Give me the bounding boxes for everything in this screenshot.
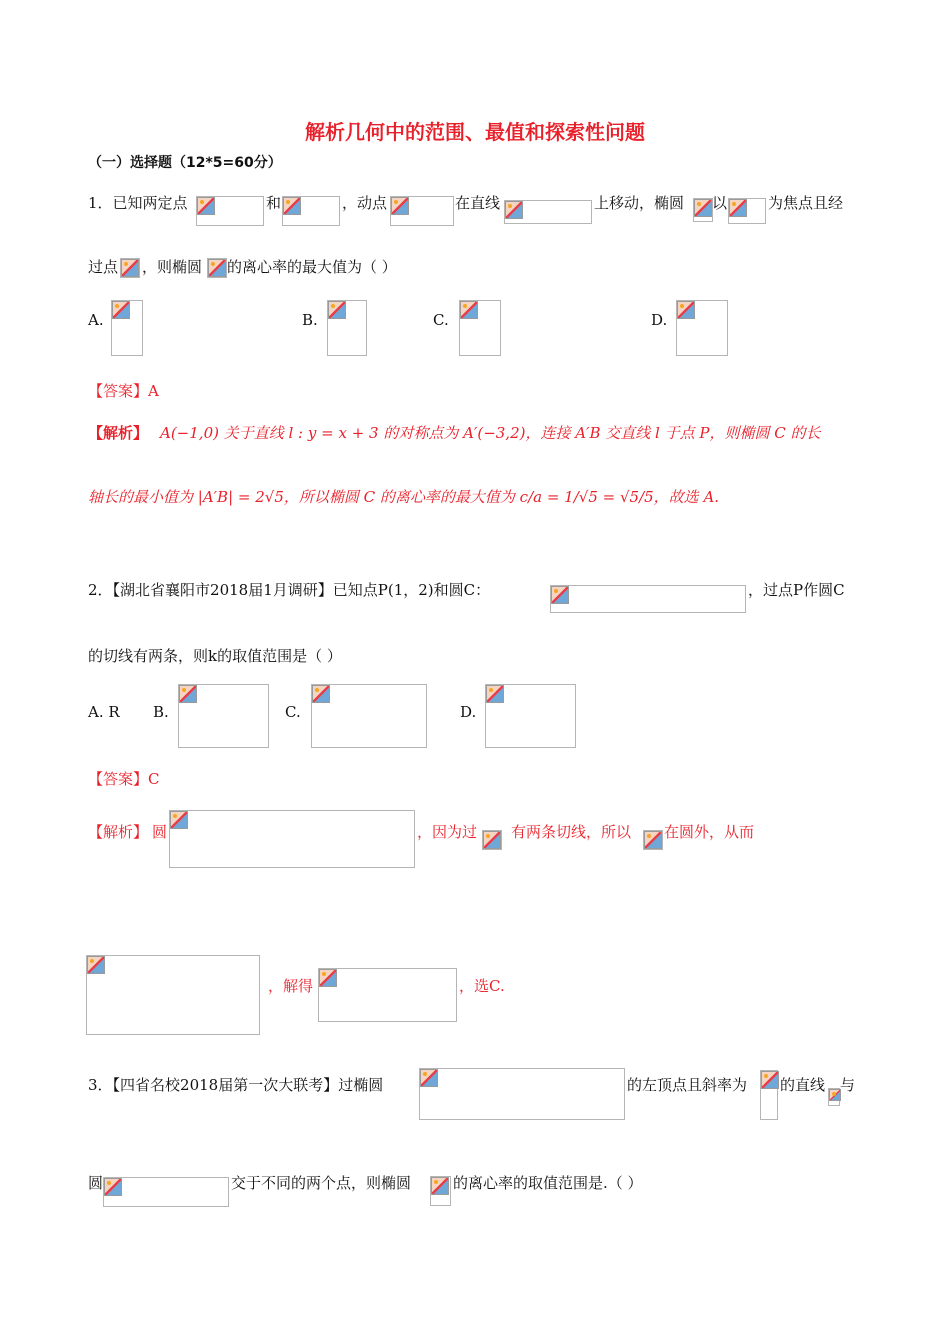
image-icon xyxy=(197,197,215,215)
image-icon xyxy=(312,685,330,703)
image-icon xyxy=(208,259,226,277)
formula-image xyxy=(550,585,746,613)
option-c: C. xyxy=(433,311,449,329)
formula-image xyxy=(282,196,340,226)
formula-image xyxy=(760,1070,778,1120)
formula-image xyxy=(111,300,143,356)
image-icon xyxy=(112,301,130,319)
formula-image xyxy=(419,1068,625,1120)
formula-image xyxy=(676,300,728,356)
explanation-label: 【解析】 xyxy=(88,823,149,841)
formula-image xyxy=(103,1177,229,1207)
answer: 【答案】A xyxy=(88,382,159,400)
image-icon xyxy=(121,259,139,277)
formula-image xyxy=(318,968,457,1022)
q1-text: 为焦点且经 xyxy=(768,194,844,212)
formula-image xyxy=(430,1176,451,1206)
explanation-text: 在圆外，从而 xyxy=(664,823,755,841)
image-icon xyxy=(104,1178,122,1196)
explanation-label: 【解析】 xyxy=(88,424,149,442)
image-icon xyxy=(328,301,346,319)
formula-image xyxy=(693,198,713,222)
q2-text: 的切线有两条，则k的取值范围是（ ） xyxy=(88,647,342,665)
image-icon xyxy=(761,1071,779,1089)
q1-text: ，动点 xyxy=(342,194,388,212)
formula-image xyxy=(643,830,663,850)
option-a: A. xyxy=(88,311,104,329)
explanation-text: 有两条切线，所以 xyxy=(511,823,632,841)
q1-text: 1．已知两定点 xyxy=(88,194,188,212)
q1-text: 以 xyxy=(712,194,728,212)
formula-image xyxy=(504,200,592,224)
image-icon xyxy=(505,201,523,219)
formula-image xyxy=(196,196,264,226)
image-icon xyxy=(283,197,301,215)
image-icon xyxy=(420,1069,438,1087)
image-icon xyxy=(391,197,409,215)
option-d: D. xyxy=(460,703,477,721)
formula-image xyxy=(459,300,501,356)
q1-text: 上移动，椭圆 xyxy=(594,194,685,212)
image-icon xyxy=(431,1177,449,1195)
formula-image xyxy=(485,684,576,748)
image-icon xyxy=(551,586,569,604)
option-a: A. R xyxy=(88,703,120,721)
explanation-text: 轴长的最小值为 |A′B| = 2√5，所以椭圆 C 的离心率的最大值为 c/a = 1/√5 = √5/5，故选 A. xyxy=(88,488,720,506)
q3-text: 交于不同的两个点，则椭圆 xyxy=(231,1174,412,1192)
q1-text: 的离心率的最大值为（ ） xyxy=(227,258,397,276)
page-title: 解析几何中的范围、最值和探索性问题 xyxy=(305,120,645,144)
image-icon xyxy=(460,301,478,319)
explanation-text: ，因为过 xyxy=(417,823,478,841)
q2-text: ，过点P作圆C xyxy=(748,581,845,599)
image-icon xyxy=(179,685,197,703)
answer: 【答案】C xyxy=(88,770,160,788)
q3-text: 的离心率的取值范围是.（ ） xyxy=(453,1174,643,1192)
option-b: B. xyxy=(153,703,169,721)
q3-text: 与 xyxy=(840,1076,856,1094)
image-icon xyxy=(677,301,695,319)
formula-image xyxy=(828,1088,840,1106)
q1-text: 在直线 xyxy=(455,194,501,212)
image-icon xyxy=(170,811,188,829)
image-icon xyxy=(644,831,662,849)
q3-text: 的直线 xyxy=(780,1076,826,1094)
formula-image xyxy=(728,198,766,224)
formula-image xyxy=(311,684,427,748)
formula-image xyxy=(390,196,454,226)
explanation-text: ，选C. xyxy=(459,977,505,995)
image-icon xyxy=(483,831,501,849)
formula-image xyxy=(482,830,502,850)
image-icon xyxy=(319,969,337,987)
q3-text: 圆 xyxy=(88,1174,104,1192)
formula-image xyxy=(86,955,260,1035)
explanation-text: ，解得 xyxy=(268,977,314,995)
image-icon xyxy=(729,199,747,217)
formula-image xyxy=(207,258,227,278)
image-icon xyxy=(87,956,105,974)
formula-image xyxy=(169,810,415,868)
image-icon xyxy=(694,199,712,217)
section-heading: （一）选择题（12*5=60分） xyxy=(88,155,282,171)
explanation-text: A(−1,0) 关于直线 l : y = x + 3 的对称点为 A′(−3,2)，连接 A′B 交直线 l 于点 P，则椭圆 C 的长 xyxy=(160,424,821,442)
q1-text: ，则椭圆 xyxy=(142,258,203,276)
formula-image xyxy=(120,258,140,278)
formula-image xyxy=(178,684,269,748)
q1-text: 和 xyxy=(266,194,282,212)
option-b: B. xyxy=(302,311,318,329)
option-d: D. xyxy=(651,311,668,329)
option-c: C. xyxy=(285,703,301,721)
formula-image xyxy=(327,300,367,356)
q1-text: 过点 xyxy=(88,258,119,276)
image-icon xyxy=(486,685,504,703)
q2-text: 2．【湖北省襄阳市2018届1月调研】已知点P(1，2)和圆C： xyxy=(88,581,491,599)
explanation-text: 圆 xyxy=(152,823,168,841)
q3-text: 的左顶点且斜率为 xyxy=(627,1076,748,1094)
q3-text: 3．【四省名校2018届第一次大联考】过椭圆 xyxy=(88,1076,384,1094)
